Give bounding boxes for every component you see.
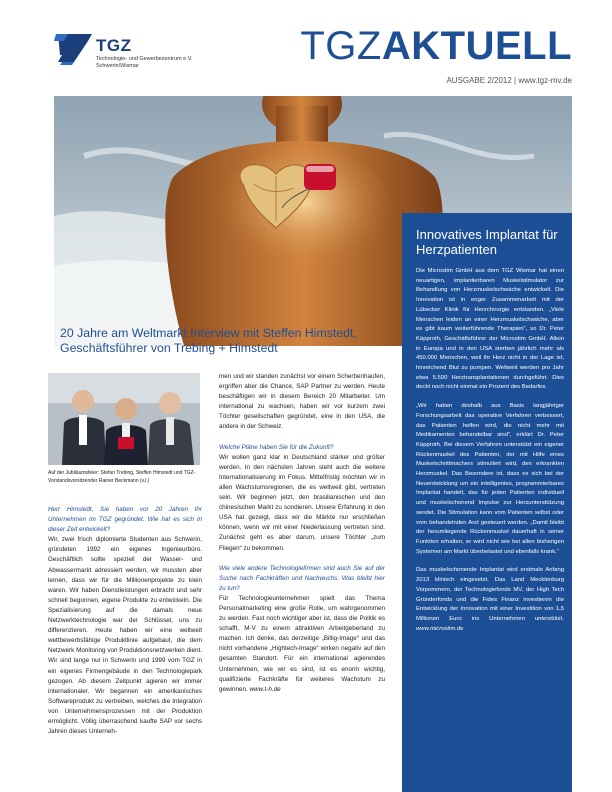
article-column-1 — [48, 505, 202, 737]
interview-answer: men und wir standen zunächst vor einem Scherbenhaufen, ergriffen aber die Chance, SAP Partner zu werden. Heute beschäftigen wir in diesem Bereich 20 Mitarbeiter. Um international zu wachsen, haben wir vor kurzem zwei Töchter gesellschaften gegründet, eine in den USA, die andere in der Schweiz. — [219, 373, 385, 431]
article-link[interactable]: www.t-h.de — [249, 685, 281, 693]
group-photo-icon — [48, 373, 200, 465]
article-title: 20 Jahre am Weltmarkt Interview mit Steffen Himstedt, Geschäftsführer von Trebing + Himstedt — [60, 326, 357, 355]
sidebar-paragraph: „Wir haben deshalb aus Basis langjähriger Forschungsarbeit das operative Verfahren verbessert, das Patienten helfen wird, die nicht mehr mit Medikamenten behandelbar sind“, erklärt Dr. Peter Käpproth. Bei diesem Verfahren unterstützt ein eigener Rückenmuskel des Patienten, der mit Hilfe eines Muskelschrittmachers stimuliert wird, den erkrankten Herzmuskel. Das Besondere ist, dass es sich bei der Neuentwicklung um ein intelligentes, programmierbares Implantat handelt, das für jeden Patienten individuell und muskelschonend Impulse zur Herzunterstützung sendet. Die Stimulation kann vom Patienten selbst oder vom behandelnden Arzt gesteuert werden. „Damit bleibt der herumliegende Rückenmuskel dauerhaft in seiner Funktion erhalten, er wird nicht wie bei allen bisherigen Systemen am Markt überbelastet und ebenfalls krank.“ — [416, 403, 564, 555]
masthead — [300, 24, 572, 68]
interview-answer-text: Für Technologieunternehmen spielt das Thema Personalmarketing eine große Rolle, um wahrgenommen zu werden. Fast noch wichtiger aber ist, dass die Politik es schafft, M-V zu einem attraktiven Arbeitgeberland zu machen. Ich denke, das derzeitige „Billig-Image“ und das nicht vorhandene „Hightech-Image“ wirken negativ auf den gesamten Standort. Für ein international agierendes Unternehmen, wie wir es sind, ist es enorm wichtig, qualifizierte Fachkräfte für weiteres Wachstum zu gewinnen. — [219, 594, 385, 693]
article-photo — [48, 373, 200, 465]
masthead-title — [300, 24, 572, 68]
interview-answer — [219, 594, 385, 695]
tgz-logo-icon — [54, 32, 94, 66]
tgz-logo — [54, 32, 234, 82]
article-column-2 — [219, 372, 385, 695]
logo-subtitle-line2: Schwerin/Wismar — [96, 63, 139, 69]
logo-name: TGZ — [96, 36, 132, 55]
interview-answer: Wir wollen ganz klar in Deutschland stärker und größer werden. In den nächsten Jahren steht auch die weitere Internationalisierung im Fokus. Mittelfristig möchten wir in allen Wachstumsregionen, die es weltweit gibt, vertreten sein. Wir beginnen jetzt, den brasilianischen und den chinesischen Markt zu sondieren. Unsere Erfahrung in den USA hat gezeigt, dass wir die Märkte nur erschließen können, wenn wir mit einer Niederlassung vertreten sind. Zunächst geht es aber darum, unsere Töchter „zum Fliegen“ zu bekommen. — [219, 453, 385, 552]
issue-line: AUSGABE 2/2012 | www.tgz-mv.de — [446, 76, 572, 85]
interview-question: Wie viele andere Technologiefirmen sind auch Sie auf der Suche nach Fachkräften und Nachwuchs. Was bleibt hier zu tun? — [219, 564, 385, 592]
interview-answer: Wir, zwei frisch diplomierte Studenten aus Schwerin, gründeten 1992 ein eigenes Ingenieurbüro. Geschäftlich sollte speziell der Wasser- und Abwassermarkt adressiert werden, wir mussten aber lernen, dass wir für die Millionenprojekte zu klein waren. Wir haben Dienstleistungen erbracht und sehr schnell begonnen, eigene Produkte zu entwickeln. Die Spezialisierung auf die damals neue Netzwerktechnologie war der Schlüssel, uns zu differenzieren. Heute haben wir eine weltweit wettbewerbsfähige Produktlinie aufgebaut, die dem Netzwerk Monitoring von Produktionsnetzwerken dient. Wir sind lange nur in Schwerin und 1999 vom TGZ in ein eigenes Firmengebäude in den Technologiepark gezogen. Ab diesem Zeitpunkt agieren wir immer internationaler. Wir begannen ein amerikanisches Softwareprodukt zu vertreiben, welches die Integration von Unternehmensprozessen mit der Produktion ermöglicht. Völlig überraschend kaufte SAP vor sechs Jahren dieses Unterneh- — [48, 536, 202, 736]
interview-question: Herr Himstedt, Sie haben vor 20 Jahren Ihr Unternehmen im TGZ gegründet. Wie hat es sich in dieser Zeit entwickelt? — [48, 506, 202, 534]
masthead-title-bold: AKTUELL — [381, 24, 572, 68]
interview-question: Welche Pläne haben Sie für die Zukunft? — [219, 443, 334, 451]
sidebar-paragraph: Die Microstim GmbH aus dem TGZ Wismar hat einen neuartigen, implantierbaren Muskelstimulator zur Behandlung von Herzmuskelschwäche entwickelt. Die Innovation ist in enger Zusammenarbeit mit der Lübecker Klinik für Herzchirurgie entstanden. „Viele Menschen leiden an einer Herzmuskelschwäche, aber es gibt kaum weiterführende Therapien“, so Dr. Peter Käpproth, Geschäftsführer der Microstim GmbH. Allein in Europa und in den USA sterben jährlich mehr als 450.000 Menschen, weil ihr Herz nicht in der Lage ist, hinreichend Blut zu pumpen. Weltweit werden pro Jahr etwa 5.500 Herztransplantationen durchgeführt. Dies deckt noch nicht einmal ein Prozent des Bedarfes. — [416, 268, 564, 391]
sidebar-paragraph-text: Das muskelschonende Implantat wird erstmals Anfang 2013 klinisch eingesetzt. Das Land Mecklenburg Vorpommern, der Technologiefonds MV, der High Tech Gründerfonds und die Fides Finanz investieren die Entwicklung der Innovation mit einer Investition von 1,5 Millionen Euro ins Unternehmen unterstützt. — [416, 567, 564, 622]
sidebar-title: Innovatives Implantat für Herzpatienten — [416, 227, 558, 257]
sidebar-paragraph — [416, 566, 564, 634]
masthead-title-light: TGZ — [300, 24, 382, 68]
sidebar-article — [402, 213, 572, 792]
logo-subtitle-line1: Technologie- und Gewerbezentrum e.V. — [96, 56, 193, 62]
sidebar-link[interactable]: www.microstim.de — [416, 625, 464, 632]
logo-subtitle — [96, 56, 256, 70]
photo-caption: Auf der Jubiläumsfeier: Stefan Trebing, Steffen Himstedt und TGZ-Vorstandsvorsitzender Rainer Beckmann (v.l.) — [48, 470, 196, 484]
